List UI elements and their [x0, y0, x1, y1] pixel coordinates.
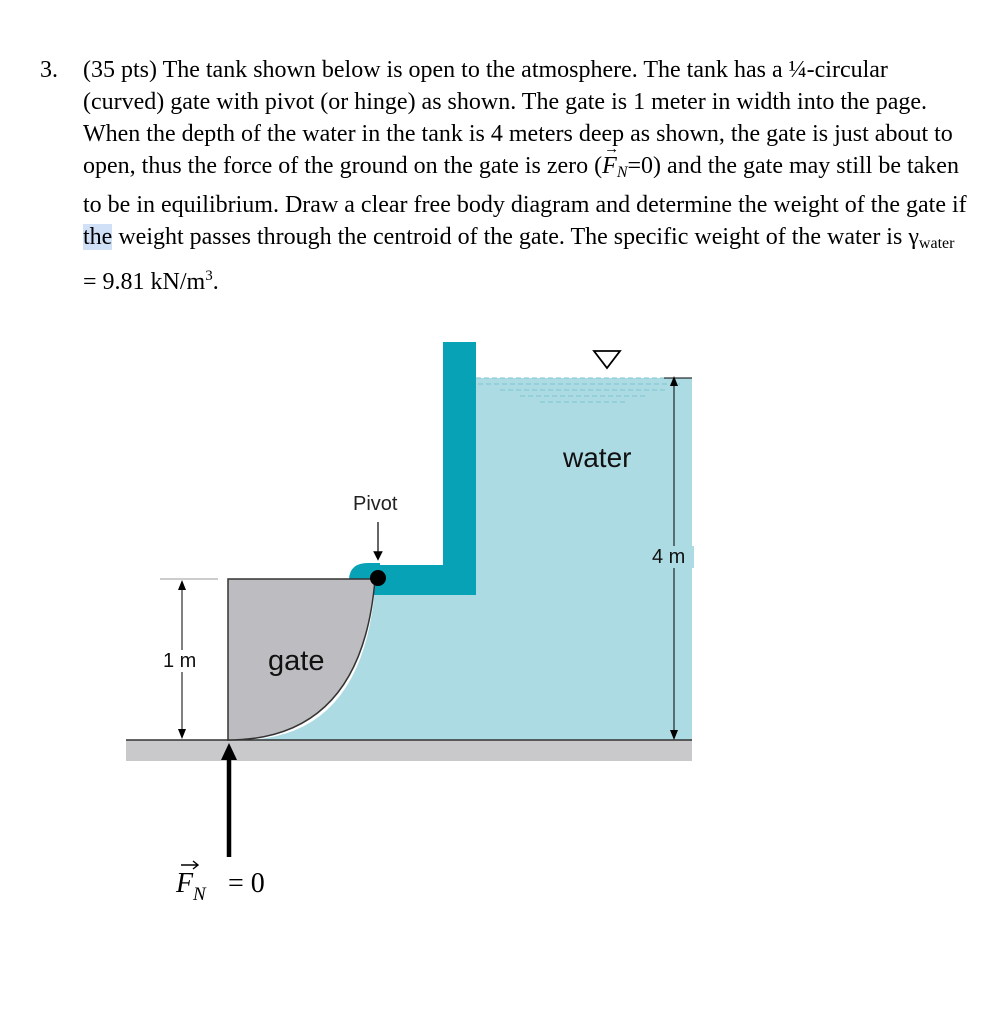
normal-force-value: = 0: [228, 868, 265, 899]
gate-height-label: 1 m: [163, 650, 197, 672]
water-label: water: [563, 442, 632, 473]
problem-sentence-part-1: The tank shown below is open to the atmosphere. The tank has a ¼-circular (curved) gate with pivot (or hinge) as shown. The gate is 1 meter in width into the page. When the depth of the water in the tank is 4 meters deep as shown, the gate is just about to open, thus the force of the ground on the gate is zero (: [83, 57, 953, 179]
problem-number: 3.: [40, 57, 58, 83]
problem-sentence-part-2: =0) and the gate may still be taken to be in equilibrium. Draw a clear free body diagram and determine the weight of the gate if: [83, 153, 967, 218]
gate-label: gate: [268, 645, 325, 677]
normal-force-symbol-inline: → $F_N$: [602, 150, 627, 189]
tank-wall: [369, 342, 476, 595]
pivot-hinge-icon: [370, 570, 386, 586]
gate-height-top-arrow: [178, 580, 186, 590]
pivot-label: Pivot: [353, 493, 398, 515]
normal-force-subscript-inline: N: [616, 164, 628, 181]
depth-label: 4 m: [652, 546, 686, 568]
problem-points: (35 pts): [83, 57, 157, 83]
normal-force-symbol: F: [176, 868, 194, 899]
problem-sentence-end: .: [212, 269, 219, 295]
gate-height-bottom-arrow: [178, 729, 186, 739]
ground: [126, 740, 692, 761]
free-surface-triangle-icon: [594, 351, 620, 368]
normal-force-subscript: N: [193, 884, 206, 905]
problem-sentence-part-3: weight passes through the centroid of the gate. The specific weight of the water is γ: [112, 224, 919, 250]
highlighted-word: the: [83, 224, 113, 250]
gamma-subscript: water: [918, 235, 955, 252]
unit-exponent: 3: [205, 268, 213, 284]
problem-sentence-part-4: = 9.81 kN/m: [83, 269, 206, 295]
